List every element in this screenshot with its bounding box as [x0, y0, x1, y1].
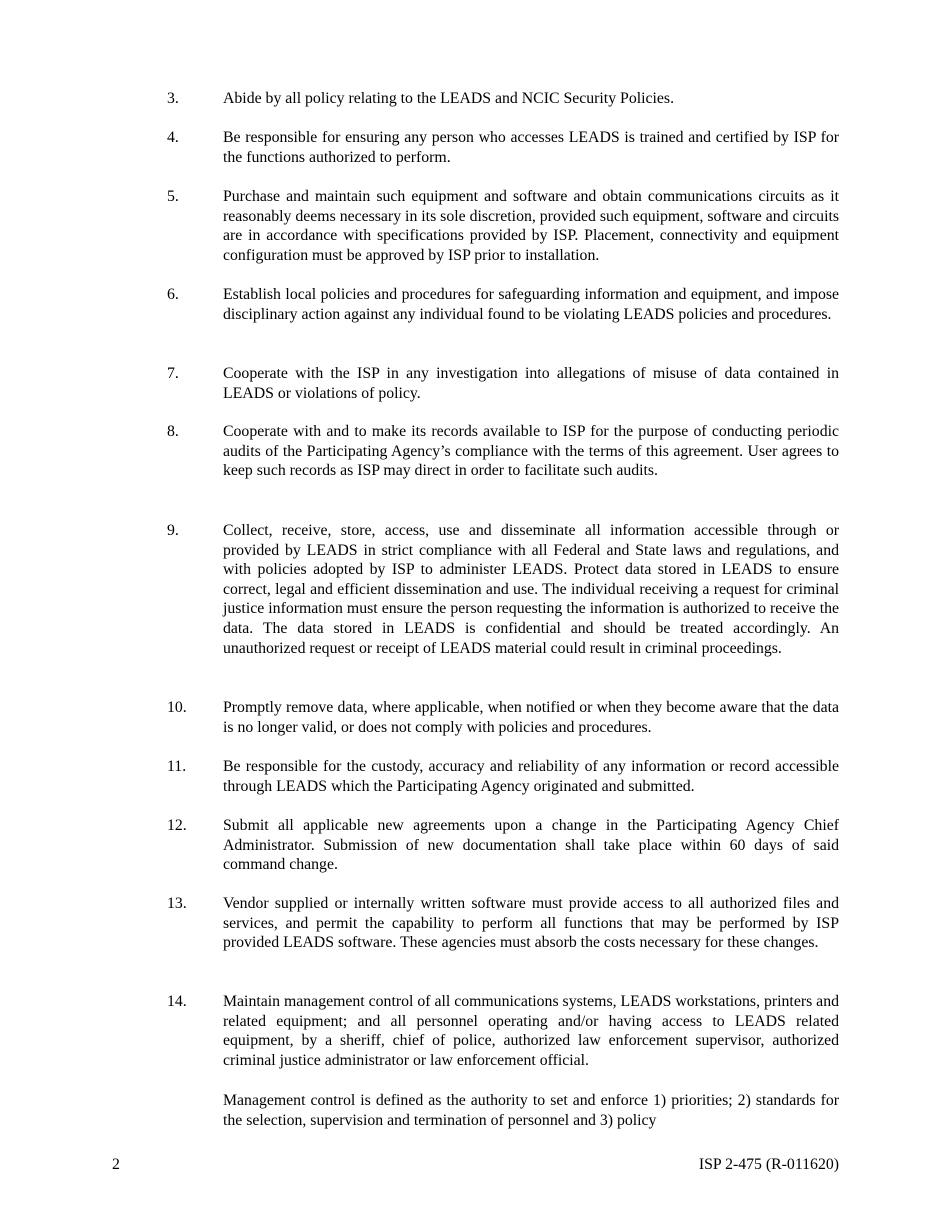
item-text: Maintain management control of all communications systems, LEADS workstations, printers and related equipment; and all personnel operating and/or having access to LEADS related equipment, by a sheriff, chief of police, authorized law enforcement supervisor, authorized criminal justice administrator or law enforcement official. — [223, 993, 839, 1069]
item-number: 14. — [167, 993, 187, 1010]
list-item-14 — [167, 992, 839, 1070]
item-number: 4. — [167, 129, 179, 146]
form-identifier: ISP 2-475 (R-011620) — [698, 1156, 839, 1173]
item-number: 10. — [167, 699, 187, 716]
list-item-7 — [167, 364, 839, 403]
list-item-10 — [167, 698, 839, 737]
item-number: 13. — [167, 895, 187, 912]
item-text: Purchase and maintain such equipment and software and obtain communications circuits as it reasonably deems necessary in its sole discretion, provided such equipment, software and circuits are in accordance with specifications provided by ISP. Placement, connectivity and equipment configuration must be approved by ISP prior to installation. — [223, 188, 839, 264]
item-number: 5. — [167, 188, 179, 205]
item-text: Cooperate with the ISP in any investigation into allegations of misuse of data contained in LEADS or violations of policy. — [223, 365, 839, 402]
item-number: 9. — [167, 522, 179, 539]
item-text: Submit all applicable new agreements upon a change in the Participating Agency Chief Administrator. Submission of new documentation shall take place within 60 days of said command change. — [223, 817, 839, 874]
item-text: Be responsible for ensuring any person who accesses LEADS is trained and certified by ISP for the functions authorized to perform. — [223, 129, 839, 166]
item-number: 11. — [167, 758, 187, 775]
item-text: Promptly remove data, where applicable, when notified or when they become aware that the data is no longer valid, or does not comply with policies and procedures. — [223, 699, 839, 736]
item-text: Be responsible for the custody, accuracy and reliability of any information or record accessible through LEADS which the Participating Agency originated and submitted. — [223, 758, 839, 795]
list-item-6 — [167, 285, 839, 324]
list-item-5 — [167, 187, 839, 265]
item-number: 6. — [167, 286, 179, 303]
item-text: Collect, receive, store, access, use and disseminate all information accessible through or provided by LEADS in strict compliance with all Federal and State laws and regulations, and with policies adopted by ISP to administer LEADS. Protect data stored in LEADS to ensure correct, legal and efficient dissemination and use. The individual receiving a request for criminal justice information must ensure the person requesting the information is authorized to receive the data. The data stored in LEADS is confidential and should be treated accordingly. An unauthorized request or receipt of LEADS material could result in criminal proceedings. — [223, 522, 839, 657]
list-item-13 — [167, 894, 839, 953]
list-item-8 — [167, 422, 839, 481]
item-text: Cooperate with and to make its records available to ISP for the purpose of conducting periodic audits of the Participating Agency’s compliance with the terms of this agreement. User agrees to keep such records as ISP may direct in order to facilitate such audits. — [223, 423, 839, 480]
item-number: 7. — [167, 365, 179, 382]
continuation-paragraph: Management control is defined as the authority to set and enforce 1) priorities; 2) standards for the selection, supervision and termination of personnel and 3) policy — [223, 1092, 839, 1129]
item-text: Abide by all policy relating to the LEADS and NCIC Security Policies. — [223, 90, 675, 107]
list-item-11 — [167, 757, 839, 796]
list-item-12 — [167, 816, 839, 875]
list-item-4 — [167, 128, 839, 167]
list-item-3 — [167, 89, 839, 109]
item-number: 3. — [167, 90, 179, 107]
item-text: Vendor supplied or internally written software must provide access to all authorized files and services, and permit the capability to perform all functions that may be performed by ISP provided LEADS software. These agencies must absorb the costs necessary for these changes. — [223, 895, 839, 952]
item-number: 12. — [167, 817, 187, 834]
item-text: Establish local policies and procedures for safeguarding information and equipment, and impose disciplinary action against any individual found to be violating LEADS policies and procedures. — [223, 286, 839, 323]
page-number: 2 — [112, 1156, 120, 1173]
list-item-9 — [167, 521, 839, 658]
item-number: 8. — [167, 423, 179, 440]
